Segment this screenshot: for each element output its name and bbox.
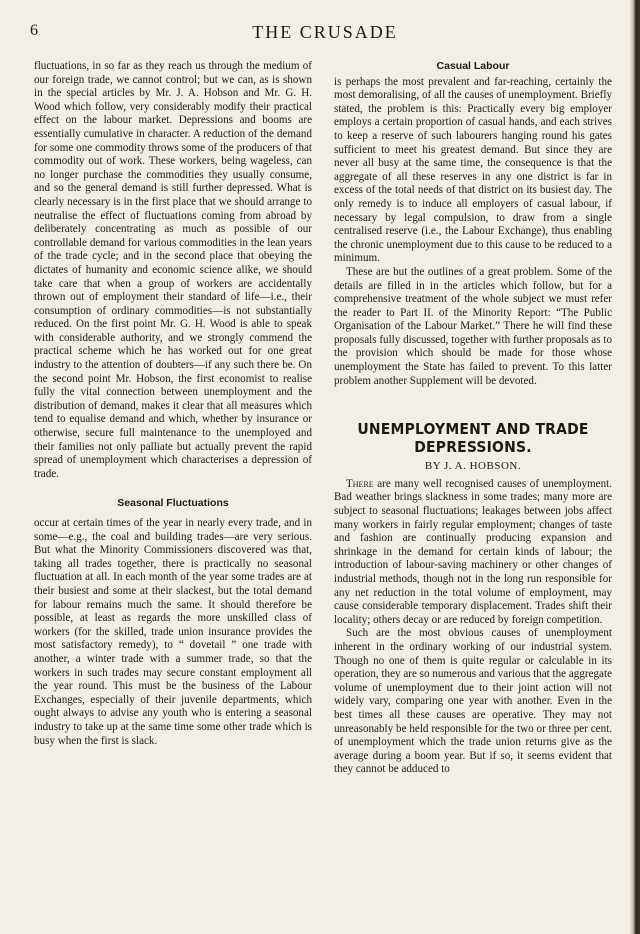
- right-paragraph-1: is perhaps the most prevalent and far-reaching, certainly the most demoralising, of all the causes of unemployment. Briefly stated, the problem is this: Practically every big employer employs a certain proportion of casual hands, and each strives to keep a reserve of such labourers hanging round his gates sufficient to meet his greatest demand. But since they are never all busy at the same time, the consequence is that the aggregate of all these reserves in any one district is far in excess of the total needs of that district on its busiest day. The only remedy is to induce all employers of casual labour, if necessary by legal compulsion, to draw from a single centralised reserve (i.e., the Labour Exchange), thus enabling the chronic unemployment due to this cause to be reduced to a minimum.: [334, 75, 612, 265]
- running-head: THE CRUSADE: [252, 22, 398, 42]
- article-byline: BY J. A. HOBSON.: [424, 460, 522, 473]
- subhead-seasonal-fluctuations: Seasonal Fluctuations: [117, 497, 229, 510]
- article-title-line-1: UNEMPLOYMENT AND TRADE: [357, 420, 589, 439]
- left-paragraph-2: occur at certain times of the year in nearly every trade, and in some—e.g., the coal and building trades—are very serious. But what the Minority Commissioners discovered was that, taking all trades together, there is practically no seasonal fluctuation at all. In each month of the year some trades are at their busiest and some at their slackest, but the total demand for labour remains much the same. It should therefore be possible, at least as regards the more unskilled class of workers (for the skilled, trade union insurance provides the most satisfactory remedy), to “ dovetail ” one trade with another, a winter trade with a summer trade, so that the workers in such trades may secure constant employment all the year round. This must be the business of the Labour Exchanges, especially of their juvenile departments, which ought always to advise any youth who is entering a seasonal industry to take up at the same time some other trade which is busy when the first is slack.: [34, 517, 312, 747]
- left-column: [34, 60, 312, 748]
- article-title: [334, 420, 612, 456]
- binding-edge: [630, 0, 640, 934]
- right-paragraph-2: These are but the outlines of a great problem. Some of the details are filled in in the articles which follow, but for a comprehensive treatment of the whole subject we must refer the reader to Part II. of the Minority Report: “The Public Organisation of the Labour Market.” There he will find these proposals fully discussed, together with further proposals as to the provision which should be made for those whose unemployment the State has failed to prevent. To this latter problem another Supplement will be devoted.: [334, 265, 612, 387]
- right-paragraph-3: [334, 478, 612, 628]
- subhead-casual-labour: Casual Labour: [436, 60, 510, 72]
- right-paragraph-3-text: are many well recognised causes of unemployment. Bad weather brings slackness in some trades; many more are subject to seasonal fluctuations; leakages between jobs affect many workers in fairly regular employment; changes of taste and fashion are continually producing expansion and shrinkage in the demand for certain kinds of labour; the introduction of labour-saving machinery or other changes of industrial methods, though not in the long run responsible for any net reduction in the total volume of employment, may cause considerable temporary displacement. Trades shift their locality; others decay or are reduced by foreign competition.: [334, 477, 612, 626]
- article-title-line-2: DEPRESSIONS.: [414, 438, 532, 457]
- page-header: [30, 22, 620, 46]
- left-paragraph-1: fluctuations, in so far as they reach us through the medium of our foreign trade, we cannot control; but we can, as is shown in the special articles by Mr. J. A. Hobson and Mr. G. H. Wood which follow, very considerably modify their practical effect on the labour market. Depressions and booms are essentially cumulative in character. A reduction of the demand for some one commodity throws some of the producers of that commodity out of work. These workers, being wageless, can no longer purchase the commodities they usually consume, and so the general demand is still further depressed. What is clearly necessary is in the first place that we should arrange to neutralise the effect of fluctuations coming from abroad by deliberately concentrating as much as possible of our controllable demand for various commodities in the lean years of the trade cycle; and in the second place that obeying the dictates of humanity and economic science alike, we should take care that when a group of workers are accidentally thrown out of employment their standard of life—i.e., their consumption of ordinary commodities—is not substantially reduced. On the first point Mr. G. H. Wood is able to speak with considerable authority, and we strongly commend the practical scheme which he has worked out for one great industry to the attention of doubters—if any such there be. On the second point Mr. Hobson, the first economist to realise fully the vital connection between unemployment and the distribution of demand, makes it clear that all measures which tend to equalise demand and which, whether by insurance or otherwise, secure full maintenance to the unemployed and their families not only palliate but actually prevent the rapid spread of unemployment which characterises a depression of trade.: [34, 60, 312, 480]
- drop-lead-word: There: [346, 477, 374, 490]
- page-number: 6: [30, 22, 38, 39]
- right-column: [334, 60, 612, 777]
- right-paragraph-4: Such are the most obvious causes of unemployment inherent in the ordinary working of our industrial system. Though no one of them is quite regular or calculable in its operation, they are so numerous and various that the aggregate volume of unemployment due to their joint action will not widely vary, comparing one year with another. Even in the best times all these causes are operative. They may not unreasonably be held responsible for the two or three per cent. of unemployment which the trade union returns give as the average during a boom year. But if so, it seems evident that they cannot be adduced to: [334, 627, 612, 776]
